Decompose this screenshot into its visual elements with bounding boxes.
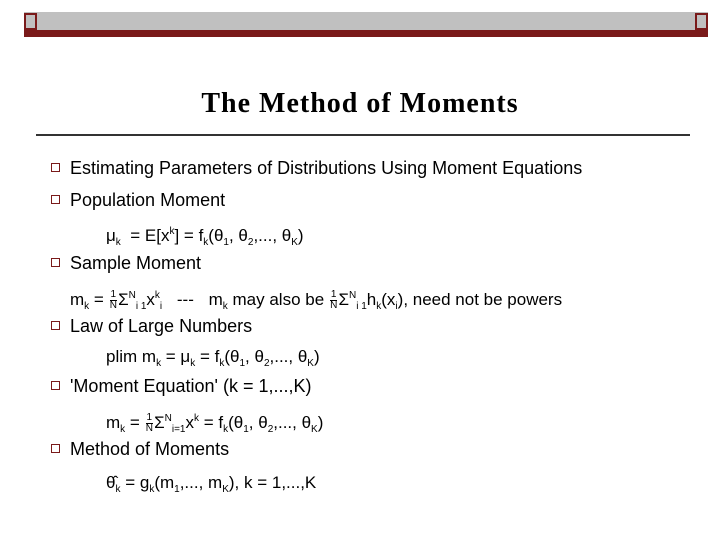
moment-equation-formula: $m_k$ = $\frac{1}{N}$ $\Sigma^N_{i=1}x^k = f_k(\theta_1$, $\theta_2$,..., $\theta_K$)	[106, 412, 324, 435]
lln-equation: plim $m_k = \mu_k = f_k(\theta_1$, $\theta_2$,..., $\theta_K$)	[106, 347, 320, 369]
bullet-square-icon	[51, 444, 60, 453]
sample-moment-text: Sample Moment	[70, 253, 202, 273]
intro-text: Estimating Parameters of Distributions Using Moment Equations	[70, 158, 583, 178]
mom-estimator-equation: $\thetâ_k = g_k(m_1$,..., $m_K$), k = 1,...,K	[106, 473, 317, 495]
bullet-square-icon	[51, 321, 60, 330]
population-moment-text: Population Moment	[70, 190, 226, 210]
moment-equation-text: 'Moment Equation' (k = 1,...,K)	[70, 376, 312, 396]
plim-text: plim	[106, 347, 138, 366]
header-band-gray	[24, 12, 708, 30]
also-text: may also be	[232, 290, 325, 309]
bullet-law-large-numbers	[70, 315, 252, 337]
sample-moment-equation: $m_k$ = $\frac{1}{N}$ $\Sigma^N_{i 1}x^k_i$ --- $m_k$ may also be $\frac{1}{N}$ $\Sigma^N_{i 1}h_k(x_i)$, need not be powers	[70, 289, 563, 312]
header-square-right	[695, 13, 708, 30]
bullet-population-moment	[70, 189, 225, 211]
lln-text: Law of Large Numbers	[70, 316, 253, 336]
slide-title: The Method of Moments	[201, 88, 519, 119]
powers-text: need not be powers	[412, 290, 563, 309]
slide-header-bar	[24, 12, 708, 40]
header-band-dark	[24, 30, 708, 37]
bullet-square-icon	[51, 258, 60, 267]
k-range-text: k = 1,...,K	[243, 473, 317, 492]
bullet-square-icon	[51, 381, 60, 390]
mom-text: Method of Moments	[70, 439, 230, 459]
title-rule	[36, 134, 690, 136]
population-moment-equation: $\mu_k = E[x^k] = f_k(\theta_1$, $\theta_2$,..., $\theta_K$)	[106, 226, 304, 248]
bullet-square-icon	[51, 163, 60, 172]
bullet-square-icon	[51, 195, 60, 204]
bullet-sample-moment	[70, 252, 201, 274]
bullet-intro	[70, 157, 582, 179]
header-square-left	[24, 13, 37, 30]
bullet-method-of-moments	[70, 438, 229, 460]
dashes-text: ---	[176, 290, 194, 309]
bullet-moment-equation	[70, 375, 311, 397]
